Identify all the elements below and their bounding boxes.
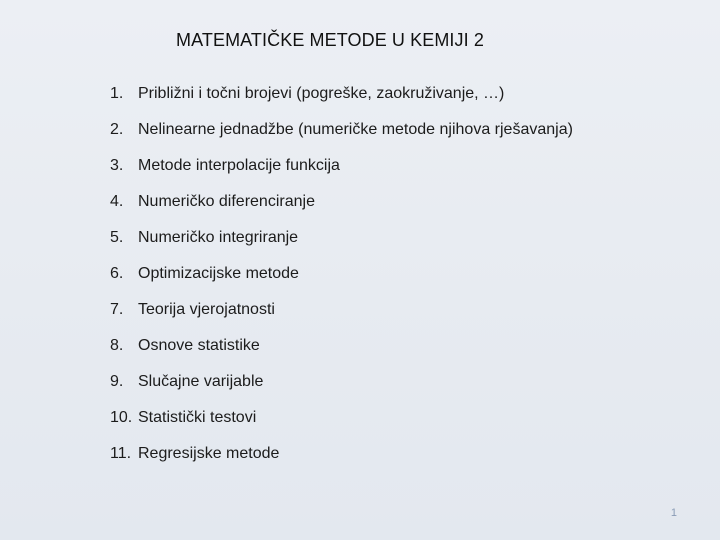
- list-item: [110, 373, 573, 409]
- item-text: Regresijske metode: [138, 445, 280, 462]
- list-item: [110, 301, 573, 337]
- item-text: Slučajne varijable: [138, 373, 264, 390]
- list-item: [110, 193, 573, 229]
- item-number: 8.: [110, 337, 124, 354]
- item-text: Optimizacijske metode: [138, 265, 299, 282]
- list-item: [110, 445, 573, 481]
- item-number: 2.: [110, 121, 124, 138]
- item-number: 7.: [110, 301, 124, 318]
- list-item: [110, 265, 573, 301]
- item-text: Statistički testovi: [138, 409, 257, 426]
- item-text: Osnove statistike: [138, 337, 260, 354]
- item-number: 9.: [110, 373, 124, 390]
- item-number: 10.: [110, 409, 133, 426]
- item-number: 11.: [110, 445, 132, 462]
- list-item: [110, 157, 573, 193]
- item-number: 4.: [110, 193, 124, 210]
- topic-list: [110, 85, 573, 481]
- item-number: 5.: [110, 229, 124, 246]
- list-item: [110, 121, 573, 157]
- item-text: Numeričko diferenciranje: [138, 193, 315, 210]
- item-text: Nelinearne jednadžbe (numeričke metode njihova rješavanja): [138, 121, 573, 138]
- item-text: Metode interpolacije funkcija: [138, 157, 340, 174]
- item-text: Približni i točni brojevi (pogreške, zaokruživanje, …): [138, 85, 505, 102]
- item-number: 1.: [110, 85, 124, 102]
- item-text: Teorija vjerojatnosti: [138, 301, 275, 318]
- list-item: [110, 229, 573, 265]
- list-item: [110, 409, 573, 445]
- list-item: [110, 85, 573, 121]
- item-number: 6.: [110, 265, 124, 282]
- slide-title: MATEMATIČKE METODE U KEMIJI 2: [176, 30, 484, 50]
- page-number: 1: [670, 507, 677, 519]
- list-item: [110, 337, 573, 373]
- item-text: Numeričko integriranje: [138, 229, 299, 246]
- item-number: 3.: [110, 157, 124, 174]
